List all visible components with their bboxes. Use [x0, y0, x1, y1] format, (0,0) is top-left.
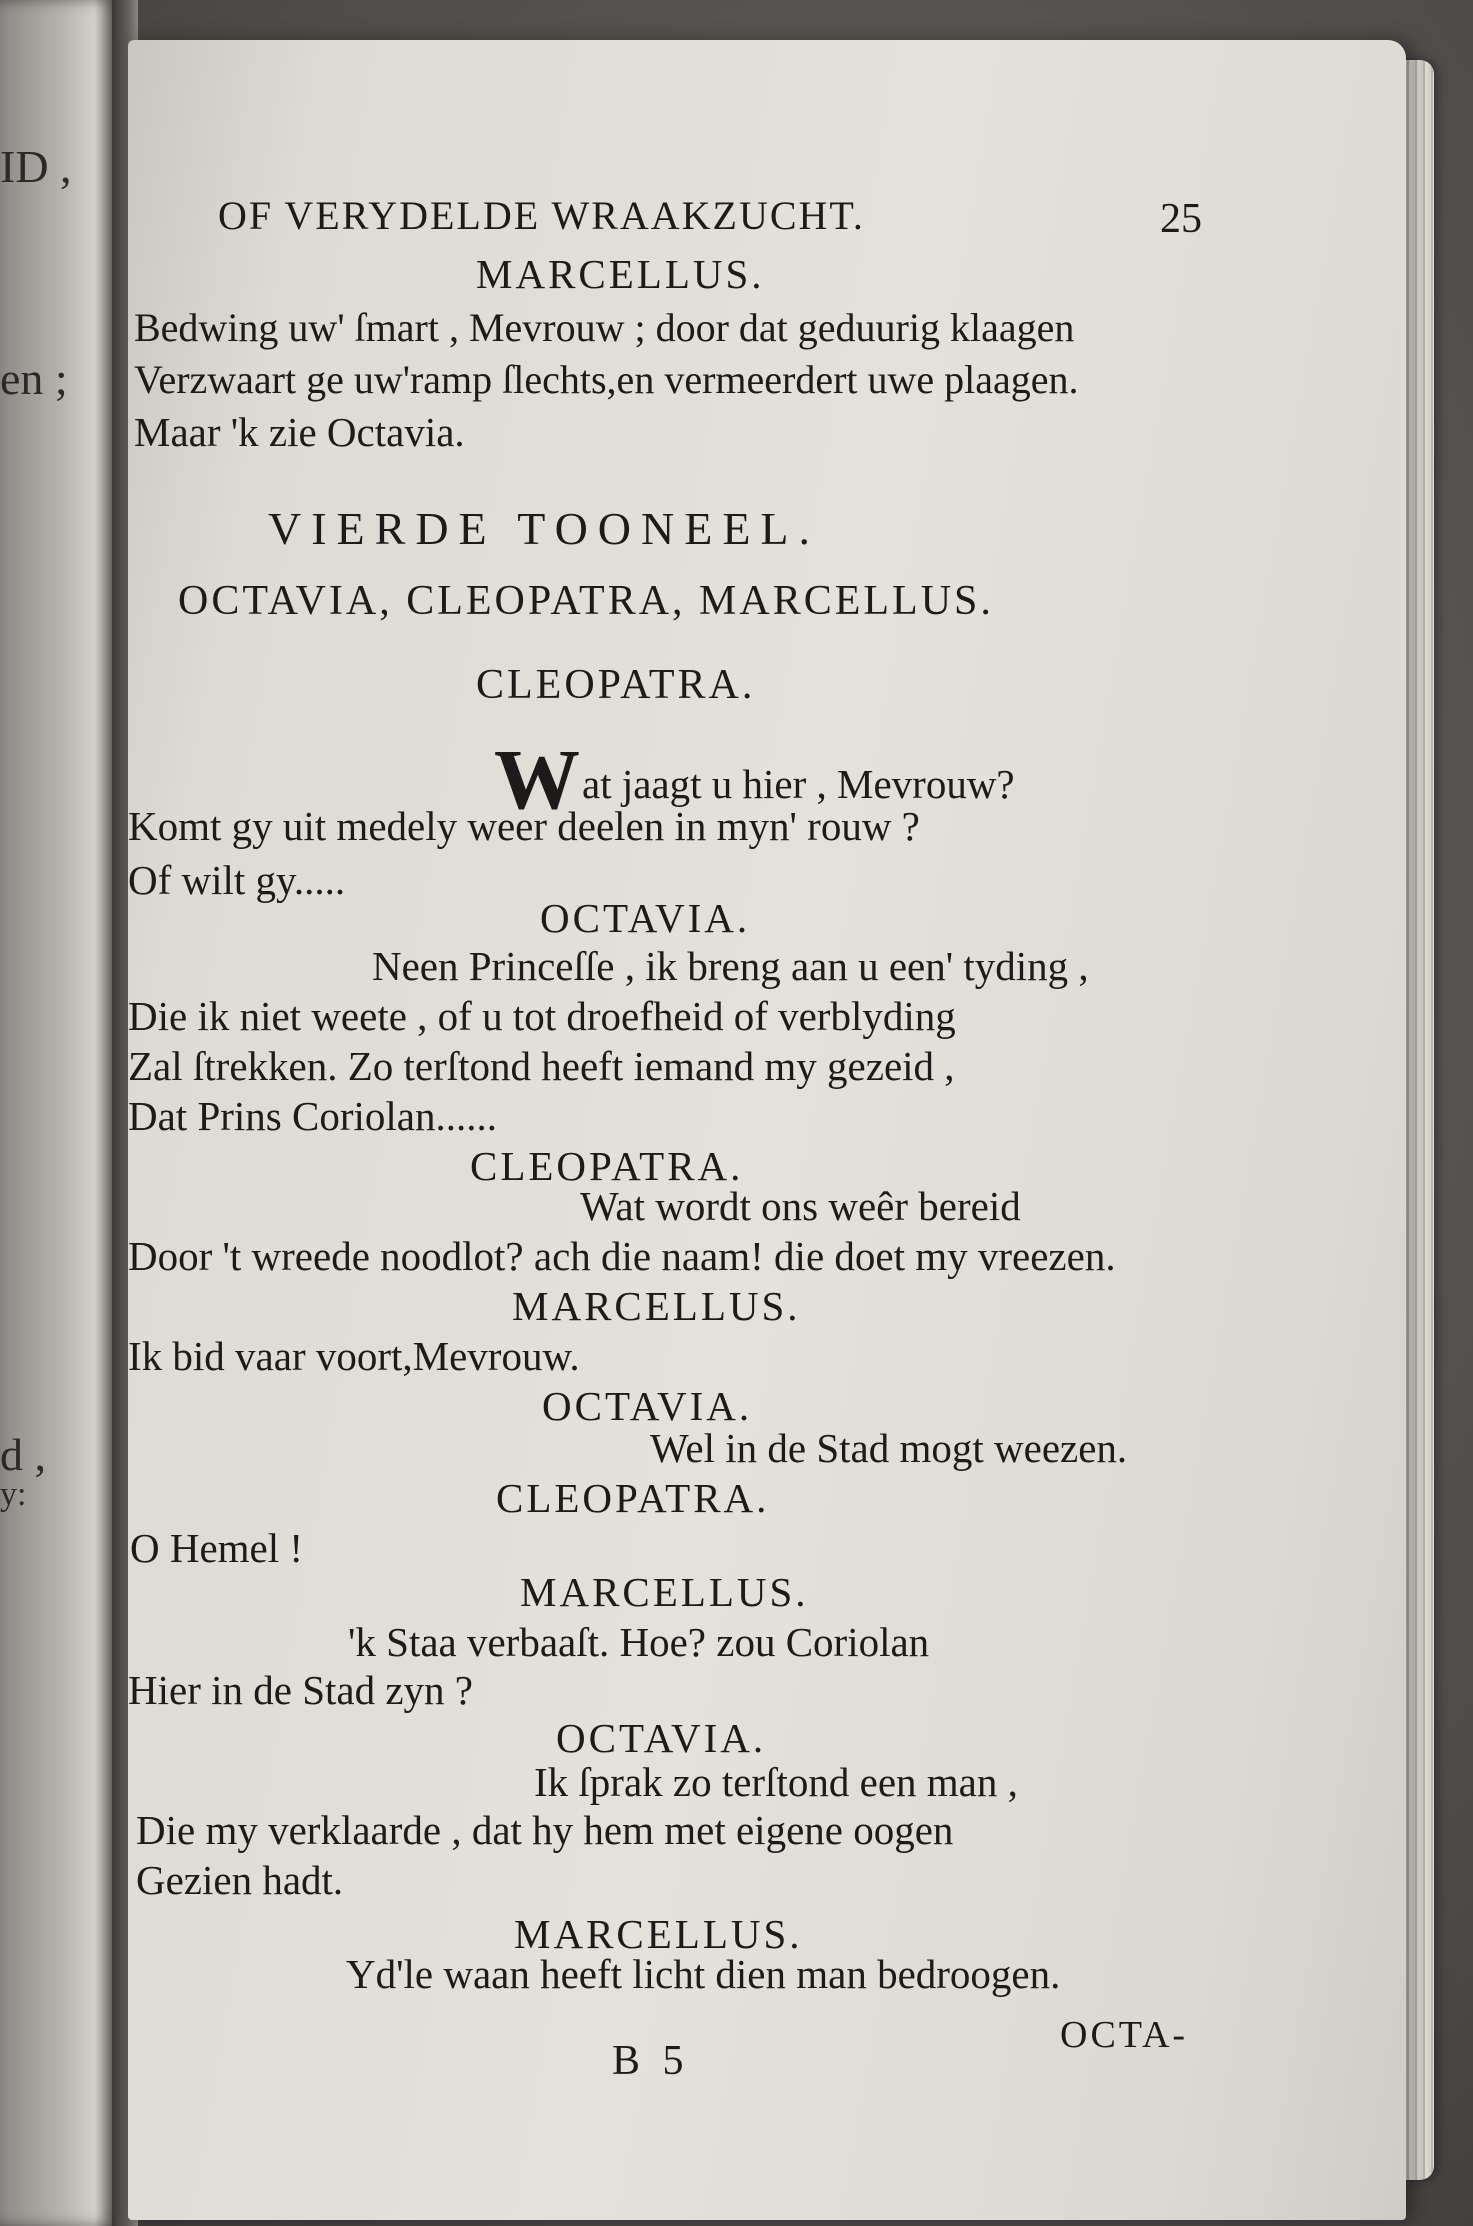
verse-line: Of wilt gy..... [128, 857, 346, 903]
verse-line: Die my verklaarde , dat hy hem met eigene oogen [136, 1807, 954, 1853]
speaker-octavia: OCTAVIA. [556, 1715, 767, 1761]
speaker-marcellus: MARCELLUS. [512, 1283, 801, 1329]
signature-mark: B 5 [612, 2038, 690, 2084]
speaker-marcellus: MARCELLUS. [514, 1911, 803, 1957]
running-title: OF VERYDELDE WRAAKZUCHT. [218, 193, 865, 238]
verse-line: O Hemel ! [130, 1525, 304, 1571]
speaker-marcellus: MARCELLUS. [476, 251, 765, 297]
verse-line: Neen Princeſſe , ik breng aan u een' tyding , [372, 943, 1089, 989]
speaker-cleopatra: CLEOPATRA. [476, 662, 756, 708]
verse-line: Gezien hadt. [136, 1857, 344, 1903]
facing-page-fragment: en ; [0, 353, 68, 404]
verse-line-text: at jaagt u hier , Mevrouw? [582, 761, 1015, 807]
verse-line: Maar 'k zie Octavia. [134, 409, 465, 455]
facing-page-fragment: d , [0, 1429, 46, 1480]
verse-line: Wat wordt ons weêr bereid [580, 1183, 1021, 1229]
facing-page-fragment: y: [0, 1476, 27, 1513]
facing-page [0, 0, 118, 2226]
verse-line: Yd'le waan heeft licht dien man bedroogen. [346, 1951, 1061, 1997]
verse-line: Door 't wreede noodlot? ach die naam! die doet my vreezen. [128, 1233, 1116, 1279]
verse-line: 'k Staa verbaaſt. Hoe? zou Coriolan [348, 1619, 930, 1665]
verse-line: Die ik niet weete , of u tot droefheid of verblyding [128, 993, 956, 1039]
verse-line: Komt gy uit medely weer deelen in myn' rouw ? [128, 803, 920, 849]
speaker-octavia: OCTAVIA. [540, 895, 751, 941]
verse-line: Zal ſtrekken. Zo terſtond heeft iemand my gezeid , [128, 1043, 955, 1089]
verse-line: Ik ſprak zo terſtond een man , [534, 1759, 1018, 1805]
catchword: OCTA- [1060, 2014, 1189, 2056]
verse-line: Ik bid vaar voort,Mevrouw. [128, 1333, 580, 1379]
speaker-marcellus: MARCELLUS. [520, 1569, 809, 1615]
character-list: OCTAVIA, CLEOPATRA, MARCELLUS. [178, 578, 994, 624]
speaker-cleopatra: CLEOPATRA. [470, 1143, 744, 1189]
verse-line: Verzwaart ge uw'ramp ſlechts,en vermeerdert uwe plaagen. [134, 357, 1079, 402]
scene-heading: VIERDE TOONEEL. [268, 503, 821, 554]
drop-cap: W [494, 731, 580, 827]
page-number: 25 [1160, 196, 1202, 242]
verse-line: Hier in de Stad zyn ? [128, 1667, 473, 1713]
speaker-cleopatra: CLEOPATRA. [496, 1475, 770, 1521]
facing-page-fragment: ID , [0, 141, 72, 192]
speaker-octavia: OCTAVIA. [542, 1383, 753, 1429]
verse-line: Dat Prins Coriolan...... [128, 1093, 497, 1139]
verse-line: Wel in de Stad mogt weezen. [650, 1425, 1128, 1471]
verse-line: Bedwing uw' ſmart , Mevrouw ; door dat geduurig klaagen [134, 305, 1075, 350]
